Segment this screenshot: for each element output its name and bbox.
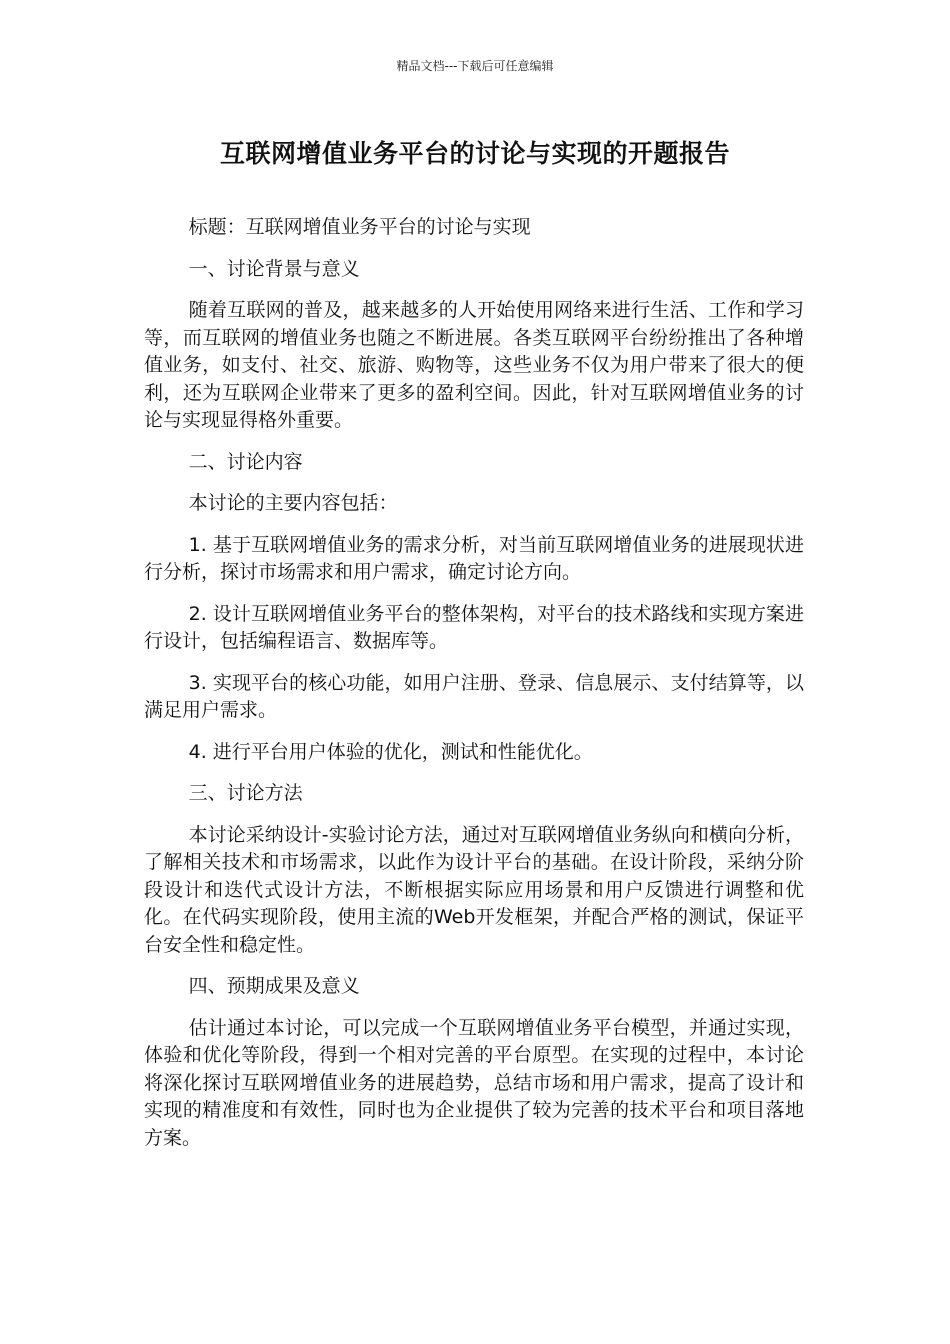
paragraph-content-intro: 本讨论的主要内容包括： [188, 492, 398, 514]
list-item-2: 2. 设计互联网增值业务平台的整体架构，对平台的技术路线和实现方案进行设计，包括编程语言、数据库等。 [144, 602, 804, 652]
list-item-1: 1. 基于互联网增值业务的需求分析，对当前互联网增值业务的进展现状进行分析，探讨市场需求和用户需求，确定讨论方向。 [144, 533, 804, 583]
document-title: 互联网增值业务平台的讨论与实现的开题报告 [219, 139, 730, 168]
section-heading-background: 一、讨论背景与意义 [188, 257, 360, 280]
list-item-3: 3. 实现平台的核心功能，如用户注册、登录、信息展示、支付结算等，以满足用户需求。 [144, 671, 804, 721]
paragraph-outcome: 估计通过本讨论，可以完成一个互联网增值业务平台模型，并通过实现，体验和优化等阶段，得到一个相对完善的平台原型。在实现的过程中，本讨论将深化探讨互联网增值业务的进展趋势，总结市场和用户需求，提高了设计和实现的精准度和有效性，同时也为企业提供了较为完善的技术平台和项目落地方案。 [144, 1016, 804, 1149]
section-heading-method: 三、讨论方法 [188, 782, 303, 804]
section-heading-outcome: 四、预期成果及意义 [188, 975, 360, 997]
document-body [144, 214, 804, 1166]
subject-line: 标题：互联网增值业务平台的讨论与实现 [188, 216, 531, 238]
page-header: 精品文档---下载后可任意编辑 [396, 59, 554, 73]
list-item-4: 4. 进行平台用户体验的优化，测试和性能优化。 [188, 740, 593, 763]
paragraph-method: 本讨论采纳设计-实验讨论方法，通过对互联网增值业务纵向和横向分析，了解相关技术和市场需求，以此作为设计平台的基础。在设计阶段，采纳分阶段设计和迭代式设计方法，不断根据实际应用场景和用户反馈进行调整和优化。在代码实现阶段，使用主流的Web开发框架，并配合严格的测试，保证平台安全性和稳定性。 [144, 823, 804, 956]
paragraph-background: 随着互联网的普及，越来越多的人开始使用网络来进行生活、工作和学习等，而互联网的增值业务也随之不断进展。各类互联网平台纷纷推出了各种增值业务，如支付、社交、旅游、购物等，这些业务不仅为用户带来了很大的便利，还为互联网企业带来了更多的盈利空间。因此，针对互联网增值业务的讨论与实现显得格外重要。 [144, 299, 804, 431]
section-heading-content: 二、讨论内容 [188, 450, 303, 473]
